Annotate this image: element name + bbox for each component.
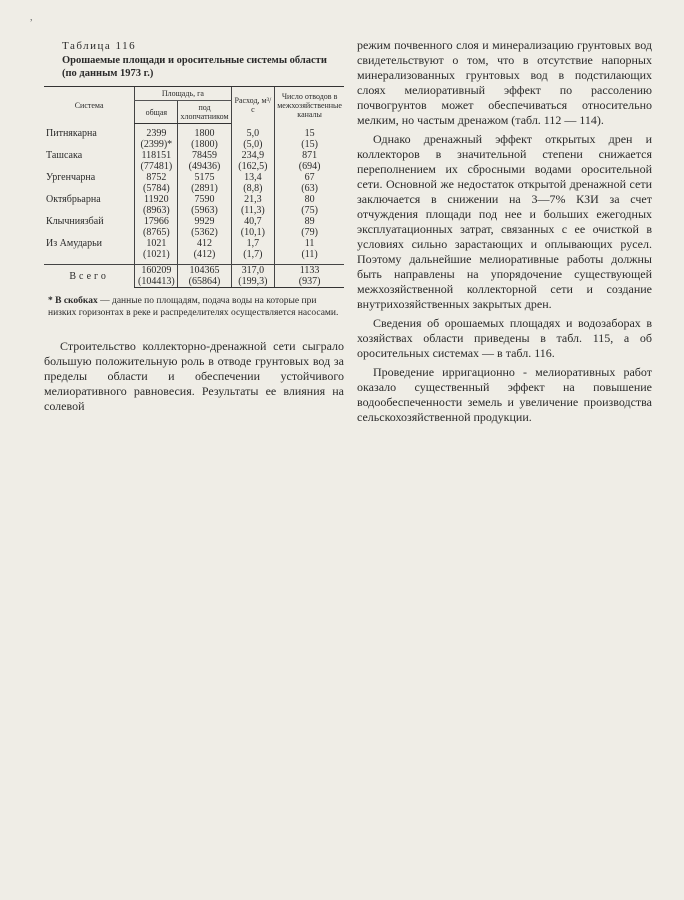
table-row: (2399)* (1800) (5,0) (15) [44,139,344,150]
table-row: Из Амударьи 1021 412 1,7 11 [44,238,344,249]
right-paragraph-2: Однако дренажный эффект открытых дрен и коллекторов в значительной степени снижается переполнением их сбросными водами оросительной сети. Основной же недостаток открытой дренажной сети заключается в снижении на 3—7% КЗИ за счет отчуждения площади под нее и больших ежегодных эксплуатационных затрат, связанных с ее очисткой в условиях сильно зарастающих и оплывающих русел. Поэтому дальнейшие мелиоративные работы должны быть направлены на упорядочение существующей межхозяйственной коллекторной сети и создание внутрихозяйственных закрытых дрен. [357,132,652,311]
table-caption: Таблица 116 [62,40,137,52]
header-system: Система [44,87,135,124]
header-area-cotton: под хлопчатником [178,101,231,124]
irrigation-table [44,86,344,288]
table-row: (8963) (5963) (11,3) (75) [44,205,344,216]
right-paragraph-1: режим почвенного слоя и минерализацию грунтовых вод свидетельствуют о том, что в отсутствие напорных минерализованных грунтовых вод в подстилающих слоях мелиоративный эффект по рассолению почвогрунтов может обеспечиваться относительно мелким, но частым дренажом (табл. 112 — 114). [357,38,652,127]
left-paragraph: Строительство коллекторно-дренажной сети сыграло большую положительную роль в отводе грунтовых вод за пределы области и обеспечении устойчивого мелиоративного равновесия. Результаты ее влияния на солевой [44,339,344,413]
corner-mark: , [30,12,33,23]
table-row: Ургенчарна 8752 5175 13,4 67 [44,172,344,183]
right-paragraph-3: Сведения об орошаемых площадях и водозаборах в хозяйствах области приведены в табл. 115, а об оросительных системах — в табл. 116. [357,316,652,360]
table-row: Клычниязбай 17966 9929 40,7 89 [44,216,344,227]
table-row: (8765) (5362) (10,1) (79) [44,227,344,238]
right-paragraph-4: Проведение ирригационно - мелиоративных работ оказало существенный эффект на повышение водообеспеченности земель и увеличение производства сельскохозяйственной продукции. [357,365,652,424]
table-title: Орошаемые площади и оросительные системы области (по данным 1973 г.) [62,55,327,79]
table-row: Ташсака 118151 78459 234,9 871 [44,150,344,161]
header-flow: Расход, м³/с [231,87,275,124]
table-total-row: Всего 160209 104365 317,0 1133 [44,265,344,277]
header-area-total: общая [135,101,178,124]
header-outlets: Число отводов в межхозяйственные каналы [275,87,344,124]
table-row: Октябрьарна 11920 7590 21,3 80 [44,194,344,205]
table-row: (5784) (2891) (8,8) (63) [44,183,344,194]
left-column [44,40,344,414]
right-column [357,38,652,425]
table-row: Питнякарна 2399 1800 5,0 15 [44,128,344,139]
table-footnote: * В скобках — данные по площадям, подача воды на которые при низких горизонтах в реке и распределителях осуществляется насосами. [48,296,339,318]
table-total-paren-row: (104413) (65864) (199,3) (937) [44,276,344,288]
table-row: (1021) (412) (1,7) (11) [44,249,344,260]
table-row: (77481) (49436) (162,5) (694) [44,161,344,172]
header-area: Площадь, га [135,87,231,101]
